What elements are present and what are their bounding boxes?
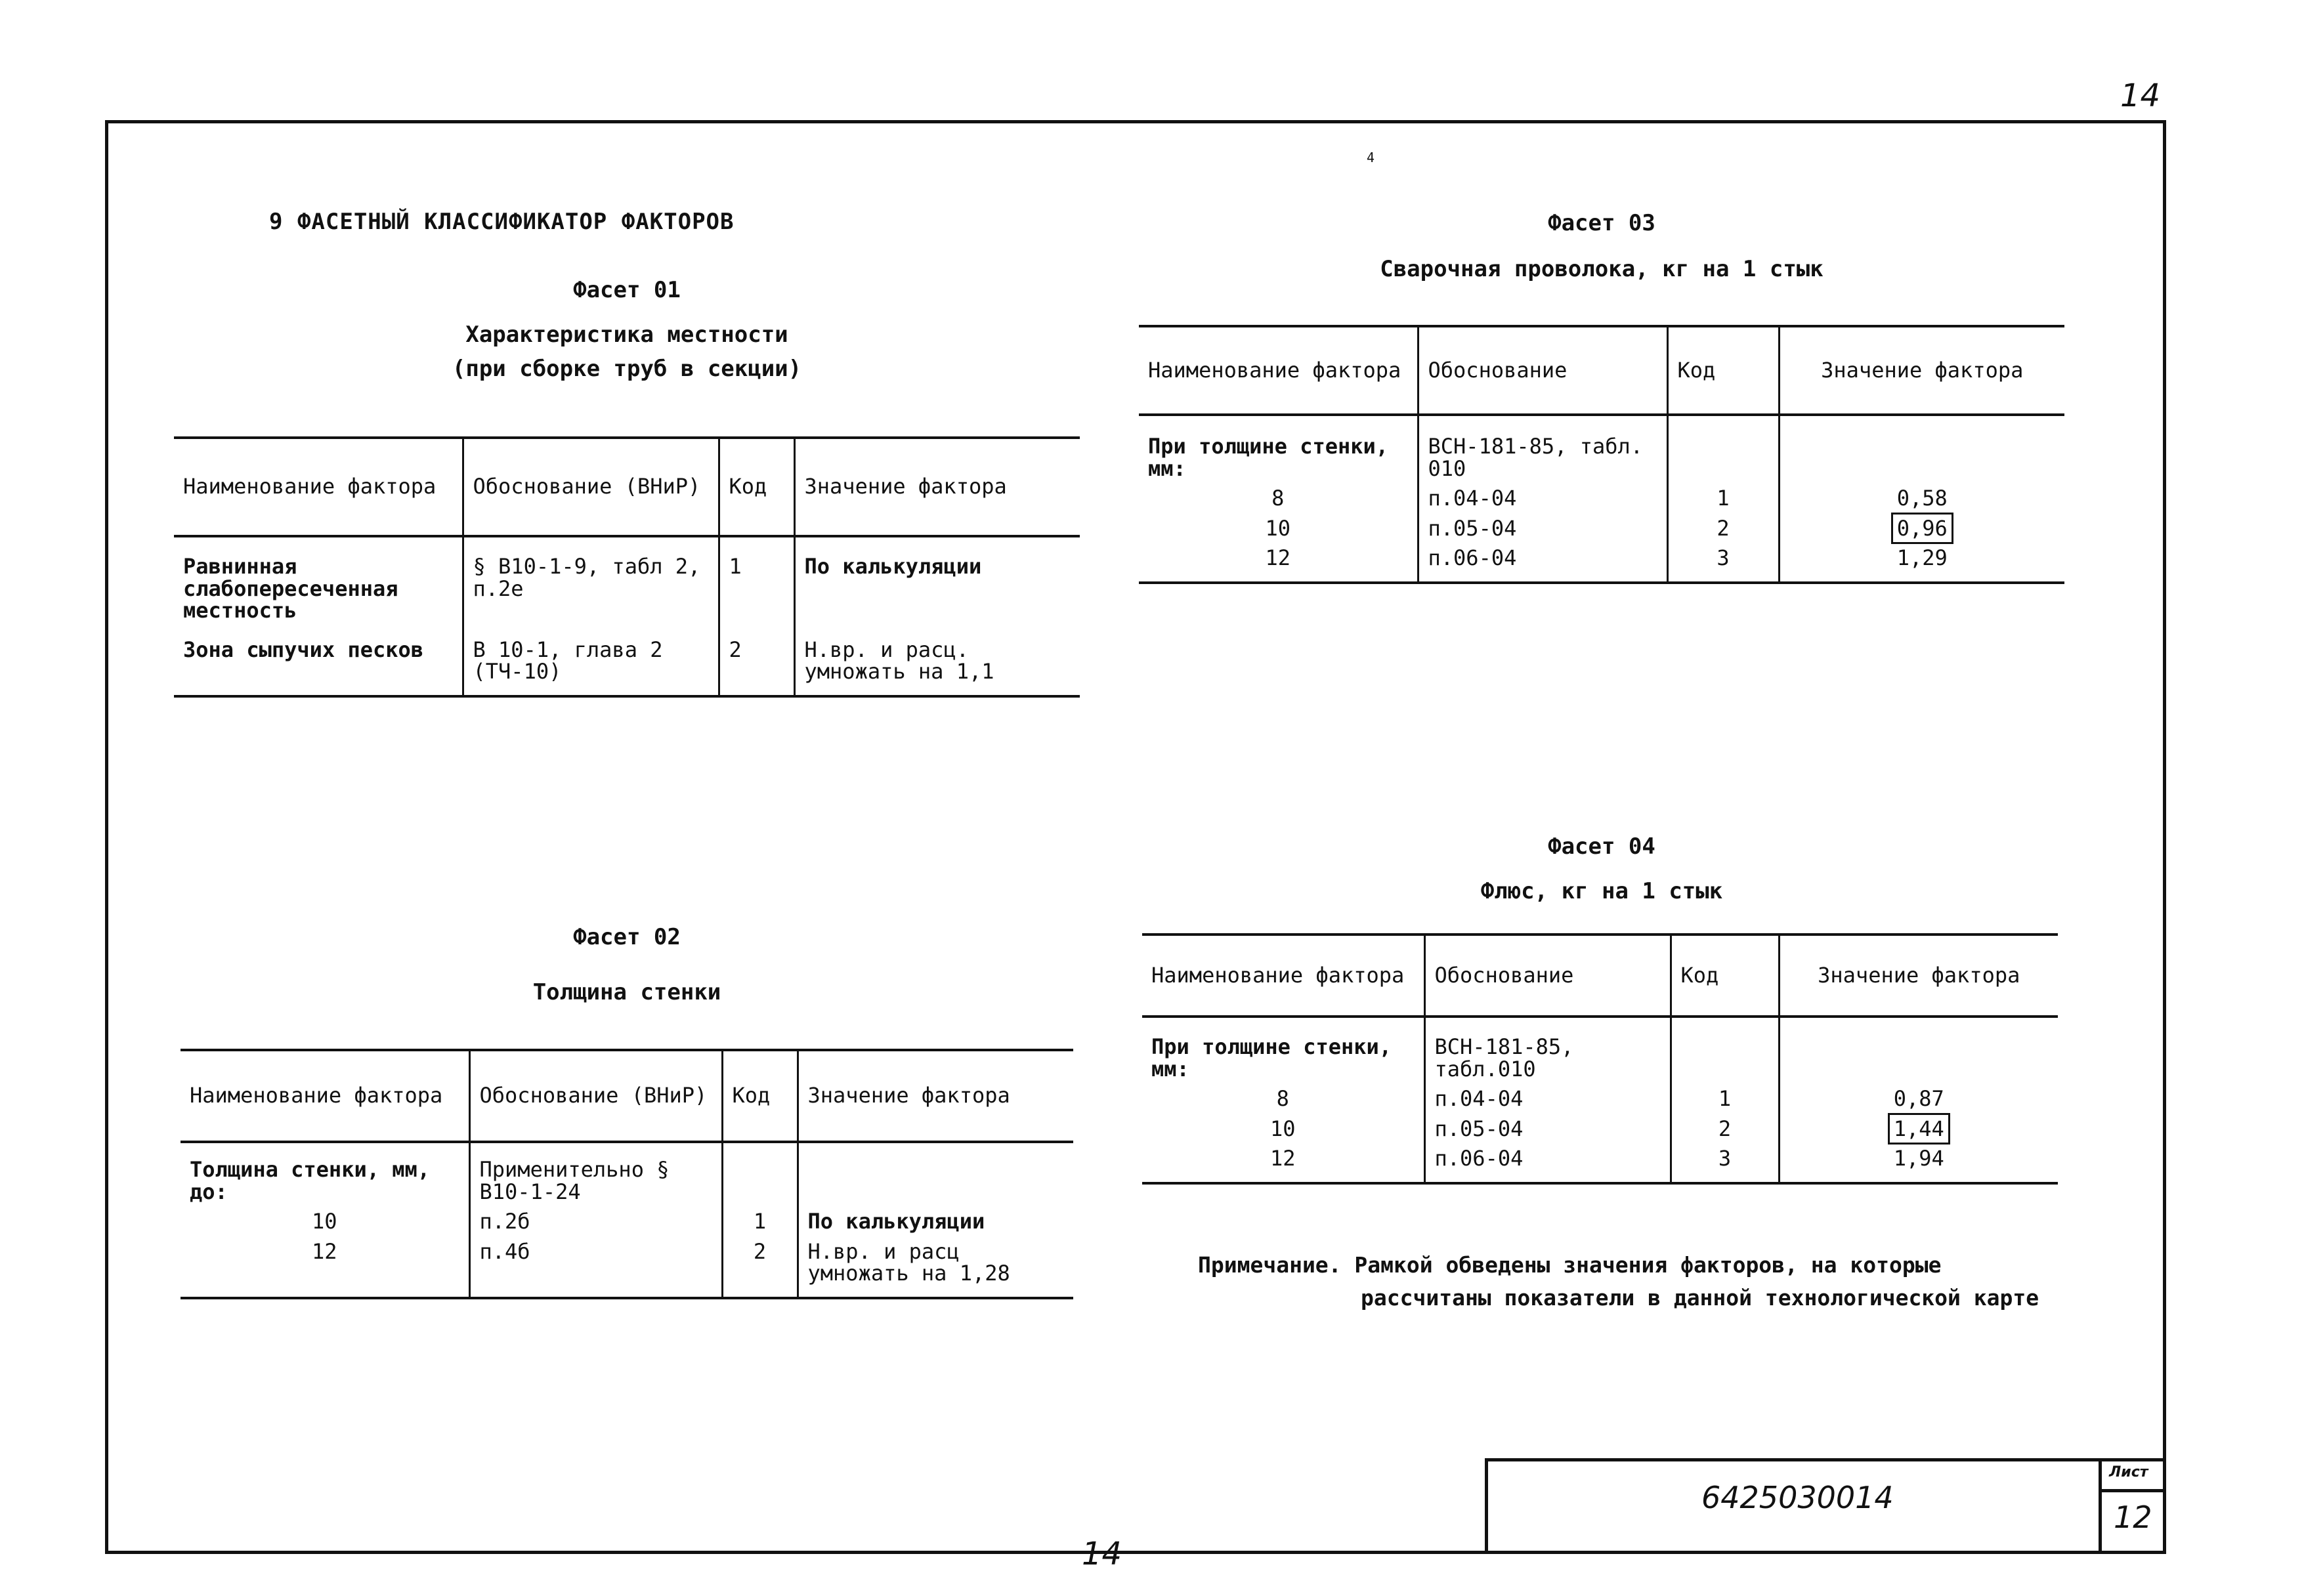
- factor-basis: п.05-04: [1424, 1114, 1671, 1144]
- stamp-divider: [2099, 1458, 2102, 1554]
- col-header-basis: Обоснование (ВНиР): [463, 438, 719, 536]
- col-header-name: Наименование фактора: [1142, 934, 1424, 1017]
- factor-code: 1: [722, 1207, 798, 1237]
- facet02-label: Фасет 02: [573, 924, 681, 950]
- factor-value: Н.вр. и расц умножать на 1,28: [798, 1237, 1073, 1298]
- facet03-table: [1139, 325, 2064, 584]
- table-row: [1139, 484, 2064, 514]
- table-row: [181, 1237, 1073, 1298]
- stamp-divider-h: [2102, 1489, 2163, 1492]
- factor-code: 1: [719, 536, 794, 626]
- note-line-2: рассчитаны показатели в данной технологической карте: [1361, 1285, 2039, 1311]
- section-heading: 9 ФАСЕТНЫЙ КЛАССИФИКАТОР ФАКТОРОВ: [269, 209, 735, 235]
- col-header-value: Значение фактора: [794, 438, 1080, 536]
- page-number-bottom: 14: [1082, 1536, 1122, 1572]
- col-header-code: Код: [722, 1050, 798, 1142]
- page-number-top: 14: [2120, 77, 2161, 114]
- small-mark: 4: [1367, 150, 1375, 165]
- table-row: [1142, 1017, 2058, 1084]
- facet04-label: Фасет 04: [1548, 833, 1655, 860]
- document-number: 6425030014: [1701, 1480, 1894, 1515]
- factor-basis: В 10-1, глава 2 (ТЧ-10): [463, 626, 719, 696]
- factor-code: 1: [1671, 1084, 1779, 1114]
- col-header-code: Код: [1667, 326, 1779, 415]
- factor-value: 1,94: [1779, 1144, 2058, 1183]
- table-row: [181, 1207, 1073, 1237]
- col-header-basis: Обоснование: [1424, 934, 1671, 1017]
- factor-name: При толщине стенки, мм:: [1148, 434, 1389, 481]
- factor-basis: п.2б: [469, 1207, 722, 1237]
- table-row: [1139, 415, 2064, 484]
- factor-name: 12: [181, 1237, 469, 1298]
- factor-code: 3: [1671, 1144, 1779, 1183]
- boxed-value: 1,44: [1888, 1113, 1950, 1144]
- boxed-value: 0,96: [1891, 513, 1953, 544]
- facet01-table: [174, 436, 1080, 698]
- table-row: [1139, 514, 2064, 544]
- factor-value: 0,87: [1779, 1084, 2058, 1114]
- factor-name: При толщине стенки, мм:: [1151, 1034, 1392, 1082]
- col-header-value: Значение фактора: [1779, 326, 2064, 415]
- factor-basis: п.4б: [469, 1237, 722, 1298]
- factor-value: 1,29: [1779, 543, 2064, 583]
- col-header-name: Наименование фактора: [174, 438, 463, 536]
- sheet-label: Лист: [2109, 1464, 2148, 1480]
- facet02-table: [181, 1049, 1073, 1299]
- factor-value: [1779, 1114, 2058, 1144]
- factor-name: 10: [1265, 515, 1291, 541]
- factor-code: 2: [1667, 514, 1779, 544]
- factor-code: 2: [719, 626, 794, 696]
- col-header-code: Код: [1671, 934, 1779, 1017]
- facet01-subtitle: Характеристика местности: [465, 322, 788, 348]
- factor-basis: п.06-04: [1418, 543, 1667, 583]
- factor-name: Толщина стенки, мм, до:: [190, 1157, 431, 1204]
- table-row: [1142, 1114, 2058, 1144]
- factor-name: 10: [311, 1209, 337, 1234]
- factor-basis: п.05-04: [1418, 514, 1667, 544]
- facet02-subtitle: Толщина стенки: [532, 979, 721, 1005]
- col-header-value: Значение фактора: [798, 1050, 1073, 1142]
- factor-basis: п.04-04: [1424, 1084, 1671, 1114]
- table-row: [181, 1142, 1073, 1207]
- sheet-number: 12: [2114, 1500, 2152, 1535]
- facet04-subtitle: Флюс, кг на 1 стык: [1480, 878, 1723, 904]
- table-row: [174, 536, 1080, 626]
- col-header-basis: Обоснование: [1418, 326, 1667, 415]
- table-row: [174, 626, 1080, 696]
- table-row: [1142, 1084, 2058, 1114]
- col-header-code: Код: [719, 438, 794, 536]
- factor-name: 8: [1276, 1086, 1289, 1112]
- col-header-basis: Обоснование (ВНиР): [469, 1050, 722, 1142]
- factor-name: 10: [1269, 1116, 1296, 1141]
- factor-code: 2: [1671, 1114, 1779, 1144]
- facet03-subtitle: Сварочная проволока, кг на 1 стык: [1380, 256, 1824, 282]
- factor-name: Равнинная слабопересеченная местность: [183, 554, 398, 623]
- col-header-name: Наименование фактора: [181, 1050, 469, 1142]
- factor-code: 1: [1667, 484, 1779, 514]
- factor-name: 12: [1142, 1144, 1424, 1183]
- factor-name: 8: [1271, 486, 1285, 511]
- factor-name: Зона сыпучих песков: [174, 626, 463, 696]
- factor-basis: ВСН-181-85, табл. 010: [1418, 415, 1667, 484]
- factor-value: Н.вр. и расц. умножать на 1,1: [794, 626, 1080, 696]
- factor-basis: § В10-1-9, табл 2, п.2е: [463, 536, 719, 626]
- facet01-label: Фасет 01: [573, 277, 681, 303]
- table-row: [1142, 1144, 2058, 1183]
- factor-name: 12: [1139, 543, 1418, 583]
- facet03-label: Фасет 03: [1548, 210, 1655, 236]
- factor-value: По калькуляции: [798, 1207, 1073, 1237]
- facet04-table: [1142, 933, 2058, 1185]
- col-header-name: Наименование фактора: [1139, 326, 1418, 415]
- factor-basis: п.06-04: [1424, 1144, 1671, 1183]
- factor-basis: Применительно § В10-1-24: [469, 1142, 722, 1207]
- factor-value: 0,58: [1779, 484, 2064, 514]
- factor-code: 2: [722, 1237, 798, 1298]
- factor-value: По калькуляции: [794, 536, 1080, 626]
- title-block: [1485, 1458, 2166, 1554]
- note-line-1: Примечание. Рамкой обведены значения факторов, на которые: [1198, 1252, 1942, 1278]
- factor-basis: ВСН-181-85, табл.010: [1424, 1017, 1671, 1084]
- col-header-value: Значение фактора: [1779, 934, 2058, 1017]
- factor-value: [1779, 514, 2064, 544]
- factor-basis: п.04-04: [1418, 484, 1667, 514]
- table-row: [1139, 543, 2064, 583]
- facet01-subtitle-2: (при сборке труб в секции): [452, 356, 802, 382]
- factor-code: 3: [1667, 543, 1779, 583]
